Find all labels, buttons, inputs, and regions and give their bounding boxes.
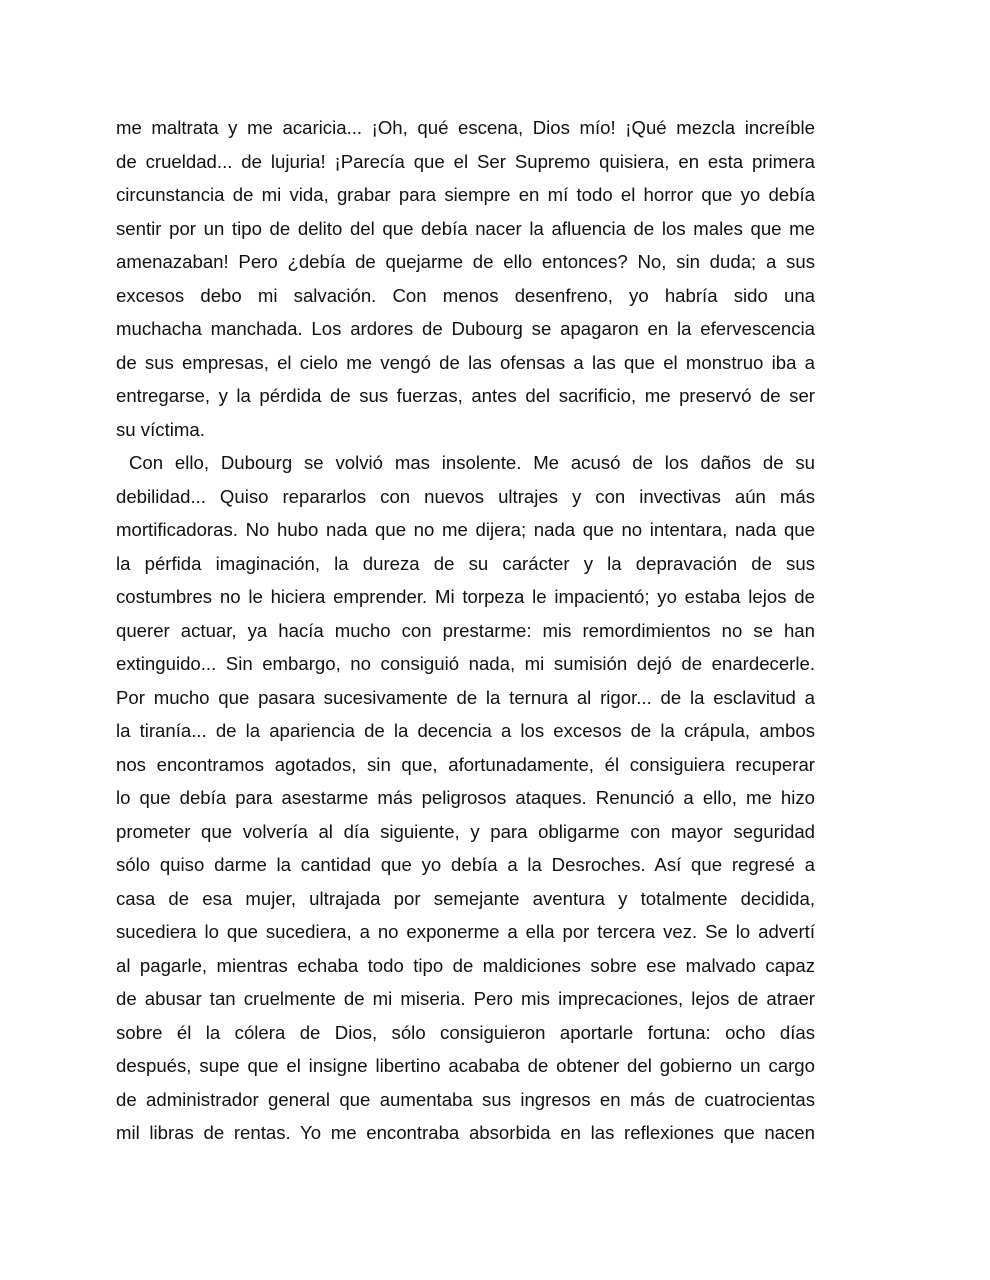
- text-line: prometer que volvería al día siguiente, y para obligarme con mayor seguridad: [116, 820, 815, 842]
- text-line: de abusar tan cruelmente de mi miseria. Pero mis imprecaciones, lejos de atraer: [116, 988, 815, 1009]
- text-line: sólo quiso darme la cantidad que yo debía a la Desroches. Así que regresé a: [116, 854, 815, 875]
- text-line: de crueldad... de lujuria! ¡Parecía que el Ser Supremo quisiera, en esta primera: [116, 150, 815, 172]
- text-line: nos encontramos agotados, sin que, afortunadamente, él consiguiera recuperar: [116, 753, 815, 775]
- text-line: sucediera lo que sucediera, a no exponerme a ella por tercera vez. Se lo advertí: [116, 921, 815, 942]
- text-line: la tiranía... de la apariencia de la decencia a los excesos de la crápula, ambos: [116, 720, 815, 741]
- paragraph-end-line: su víctima.: [116, 418, 205, 440]
- text-line: lo que debía para asestarme más peligrosos ataques. Renunció a ello, me hizo: [116, 787, 815, 808]
- paragraph-start-line: Con ello, Dubourg se volvió mas insolente. Me acusó de los daños de su: [129, 452, 815, 473]
- text-line: extinguido... Sin embargo, no consiguió nada, mi sumisión dejó de enardecerle.: [116, 653, 815, 674]
- text-line: después, supe que el insigne libertino acababa de obtener del gobierno un cargo: [116, 1055, 815, 1076]
- text-line: muchacha manchada. Los ardores de Dubourg se apagaron en la efervescencia: [116, 318, 815, 339]
- text-line: la pérfida imaginación, la dureza de su carácter y la depravación de sus: [116, 552, 815, 574]
- text-line: de administrador general que aumentaba sus ingresos en más de cuatrocientas: [116, 1088, 815, 1110]
- text-line: excesos debo mi salvación. Con menos desenfreno, yo habría sido una: [116, 284, 815, 306]
- text-line: costumbres no le hiciera emprender. Mi torpeza le impacientó; yo estaba lejos de: [116, 586, 815, 607]
- text-line: mil libras de rentas. Yo me encontraba absorbida en las reflexiones que nacen: [116, 1122, 815, 1143]
- text-line: al pagarle, mientras echaba todo tipo de maldiciones sobre ese malvado capaz: [116, 954, 815, 976]
- text-line: amenazaban! Pero ¿debía de quejarme de ello entonces? No, sin duda; a sus: [116, 251, 815, 272]
- text-line: entregarse, y la pérdida de sus fuerzas, antes del sacrificio, me preservó de ser: [116, 385, 815, 406]
- text-line: sobre él la cólera de Dios, sólo consiguieron aportarle fortuna: ocho días: [116, 1021, 815, 1043]
- text-line: sentir por un tipo de delito del que debía nacer la afluencia de los males que me: [116, 217, 815, 239]
- body-text: [116, 111, 815, 1150]
- text-line: querer actuar, ya hacía mucho con prestarme: mis remordimientos no se han: [116, 619, 815, 641]
- text-line: Por mucho que pasara sucesivamente de la ternura al rigor... de la esclavitud a: [116, 686, 815, 708]
- text-line: casa de esa mujer, ultrajada por semejante aventura y totalmente decidida,: [116, 887, 815, 909]
- text-line: me maltrata y me acaricia... ¡Oh, qué escena, Dios mío! ¡Qué mezcla increíble: [116, 117, 815, 138]
- text-line: debilidad... Quiso repararlos con nuevos ultrajes y con invectivas aún más: [116, 485, 815, 507]
- text-line: circunstancia de mi vida, grabar para siempre en mí todo el horror que yo debía: [116, 184, 815, 205]
- text-line: de sus empresas, el cielo me vengó de las ofensas a las que el monstruo iba a: [116, 351, 815, 373]
- text-line: mortificadoras. No hubo nada que no me dijera; nada que no intentara, nada que: [116, 519, 815, 540]
